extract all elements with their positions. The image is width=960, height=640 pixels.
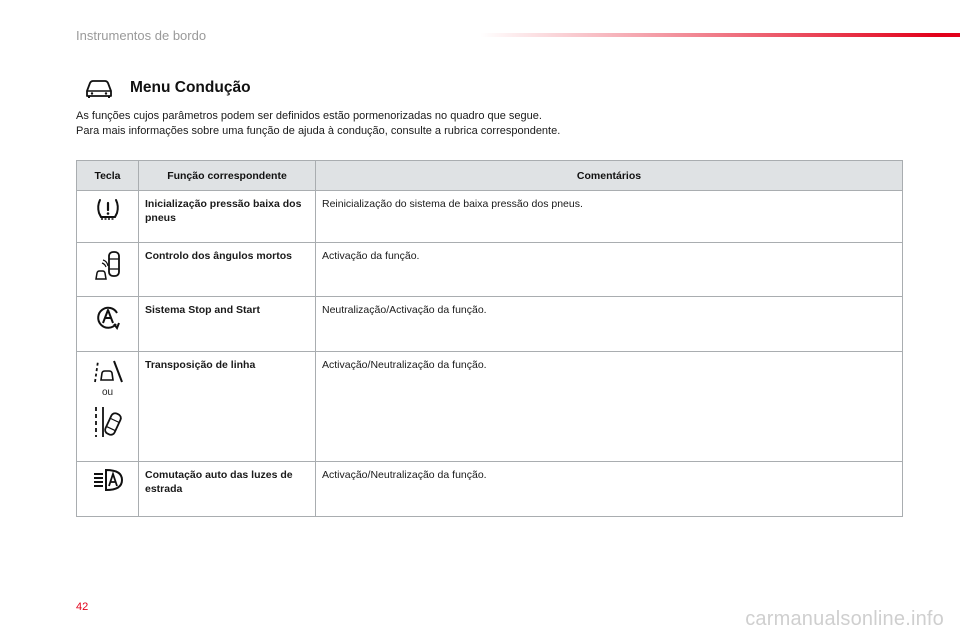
comment-cell: Reinicialização do sistema de baixa pressão dos pneus.: [316, 191, 903, 243]
icon-separator: ou: [101, 387, 114, 398]
comment-cell: Activação da função.: [316, 243, 903, 297]
intro-text: [76, 109, 560, 139]
table-row: [77, 297, 903, 352]
car-icon: [84, 77, 114, 99]
menu-title: Menu Condução: [130, 79, 251, 96]
comment-cell: Activação/Neutralização da função.: [316, 352, 903, 462]
table-row: [77, 462, 903, 517]
section-title: Instrumentos de bordo: [76, 28, 207, 43]
function-cell: Controlo dos ângulos mortos: [139, 243, 316, 297]
table-header-row: [77, 161, 903, 191]
auto-high-beam-icon: [92, 468, 124, 492]
column-header-key: Tecla: [77, 161, 139, 191]
key-cell: [77, 352, 139, 462]
function-cell: Sistema Stop and Start: [139, 297, 316, 352]
stop-start-icon: [94, 303, 122, 333]
lane-keep-icon: [93, 404, 123, 440]
table-row: [77, 243, 903, 297]
functions-table: [76, 160, 903, 517]
function-cell: Transposição de linha: [139, 352, 316, 462]
key-cell: [77, 191, 139, 243]
header-rule: [480, 33, 960, 37]
table-row: [77, 191, 903, 243]
key-cell: [77, 243, 139, 297]
page-number: 42: [76, 601, 89, 613]
column-header-function: Função correspondente: [139, 161, 316, 191]
comment-cell: Activação/Neutralização da função.: [316, 462, 903, 517]
function-cell: Comutação auto das luzes de estrada: [139, 462, 316, 517]
key-cell: [77, 297, 139, 352]
intro-line: As funções cujos parâmetros podem ser definidos estão pormenorizadas no quadro que segue.: [76, 110, 542, 122]
intro-line: Para mais informações sobre uma função de ajuda à condução, consulte a rubrica correspondente.: [76, 125, 561, 137]
lane-departure-icon: [92, 358, 124, 384]
watermark: carmanualsonline.info: [745, 608, 944, 630]
blind-spot-icon: [92, 249, 124, 283]
key-cell: [77, 462, 139, 517]
comment-cell: Neutralização/Activação da função.: [316, 297, 903, 352]
tyre-pressure-icon: [95, 197, 121, 221]
function-cell: Inicialização pressão baixa dos pneus: [139, 191, 316, 243]
menu-heading: [84, 77, 251, 99]
table-row: [77, 352, 903, 462]
column-header-comments: Comentários: [316, 161, 903, 191]
